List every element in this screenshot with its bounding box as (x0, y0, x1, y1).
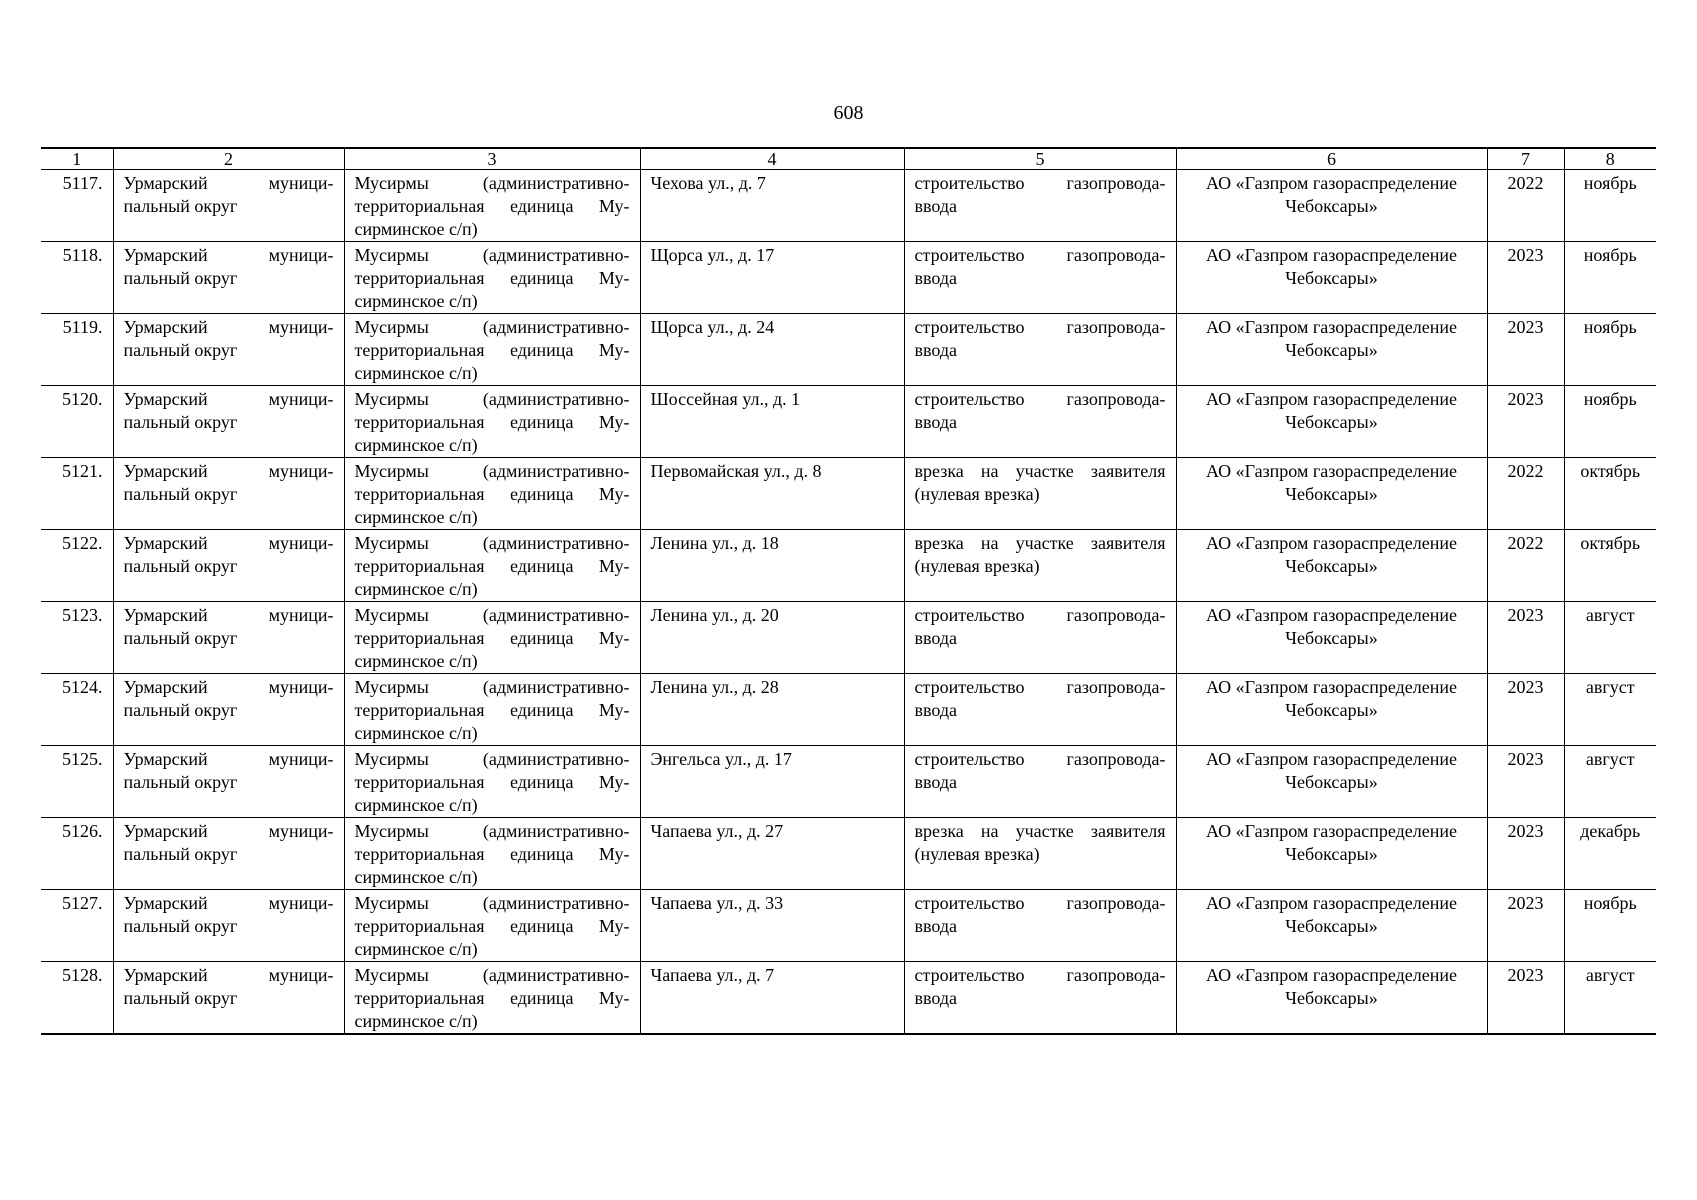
organization-cell: АО «Газпром газораспределение Чебоксары» (1176, 746, 1487, 818)
district-cell: Урмарский муници-пальный округ (113, 746, 344, 818)
address-cell: Шоссейная ул., д. 1 (640, 386, 904, 458)
district-cell: Урмарский муници-пальный округ (113, 530, 344, 602)
district-cell: Урмарский муници-пальный округ (113, 242, 344, 314)
district-cell: Урмарский муници-пальный округ (113, 962, 344, 1035)
row-number: 5128. (41, 962, 113, 1035)
table-row (41, 458, 1656, 530)
column-number-row (41, 148, 1656, 170)
address-cell: Чапаева ул., д. 7 (640, 962, 904, 1035)
column-header: 2 (113, 148, 344, 170)
settlement-cell: Мусирмы (административно-территориальная единица Му-сирминское с/п) (344, 674, 640, 746)
settlement-cell: Мусирмы (административно-территориальная единица Му-сирминское с/п) (344, 746, 640, 818)
district-cell: Урмарский муници-пальный округ (113, 458, 344, 530)
row-number: 5126. (41, 818, 113, 890)
row-number: 5118. (41, 242, 113, 314)
address-cell: Энгельса ул., д. 17 (640, 746, 904, 818)
year-cell: 2023 (1487, 386, 1564, 458)
row-number: 5117. (41, 170, 113, 242)
column-header: 4 (640, 148, 904, 170)
row-number: 5125. (41, 746, 113, 818)
row-number: 5120. (41, 386, 113, 458)
work-type-cell: строительство газопровода-ввода (904, 386, 1176, 458)
work-type-cell: строительство газопровода-ввода (904, 242, 1176, 314)
table-row (41, 962, 1656, 1035)
settlement-cell: Мусирмы (административно-территориальная единица Му-сирминское с/п) (344, 170, 640, 242)
work-type-cell: строительство газопровода-ввода (904, 314, 1176, 386)
address-cell: Ленина ул., д. 28 (640, 674, 904, 746)
district-cell: Урмарский муници-пальный округ (113, 890, 344, 962)
address-cell: Щорса ул., д. 17 (640, 242, 904, 314)
month-cell: декабрь (1564, 818, 1656, 890)
month-cell: ноябрь (1564, 242, 1656, 314)
column-header: 1 (41, 148, 113, 170)
year-cell: 2023 (1487, 242, 1564, 314)
year-cell: 2022 (1487, 458, 1564, 530)
address-cell: Ленина ул., д. 18 (640, 530, 904, 602)
work-type-cell: строительство газопровода-ввода (904, 602, 1176, 674)
month-cell: октябрь (1564, 458, 1656, 530)
address-cell: Первомайская ул., д. 8 (640, 458, 904, 530)
year-cell: 2023 (1487, 314, 1564, 386)
year-cell: 2023 (1487, 674, 1564, 746)
gas-connection-table (41, 147, 1656, 1035)
year-cell: 2023 (1487, 890, 1564, 962)
organization-cell: АО «Газпром газораспределение Чебоксары» (1176, 314, 1487, 386)
row-number: 5121. (41, 458, 113, 530)
column-header: 6 (1176, 148, 1487, 170)
year-cell: 2022 (1487, 530, 1564, 602)
district-cell: Урмарский муници-пальный округ (113, 602, 344, 674)
settlement-cell: Мусирмы (административно-территориальная единица Му-сирминское с/п) (344, 458, 640, 530)
settlement-cell: Мусирмы (административно-территориальная единица Му-сирминское с/п) (344, 314, 640, 386)
month-cell: август (1564, 674, 1656, 746)
row-number: 5119. (41, 314, 113, 386)
table-body (41, 170, 1656, 1035)
district-cell: Урмарский муници-пальный округ (113, 386, 344, 458)
month-cell: ноябрь (1564, 890, 1656, 962)
row-number: 5122. (41, 530, 113, 602)
table-row (41, 530, 1656, 602)
year-cell: 2023 (1487, 962, 1564, 1035)
row-number: 5123. (41, 602, 113, 674)
month-cell: ноябрь (1564, 386, 1656, 458)
district-cell: Урмарский муници-пальный округ (113, 818, 344, 890)
settlement-cell: Мусирмы (административно-территориальная единица Му-сирминское с/п) (344, 818, 640, 890)
work-type-cell: врезка на участке заявителя (нулевая врезка) (904, 458, 1176, 530)
work-type-cell: строительство газопровода-ввода (904, 674, 1176, 746)
organization-cell: АО «Газпром газораспределение Чебоксары» (1176, 242, 1487, 314)
table-row (41, 746, 1656, 818)
settlement-cell: Мусирмы (административно-территориальная единица Му-сирминское с/п) (344, 962, 640, 1035)
address-cell: Чапаева ул., д. 33 (640, 890, 904, 962)
month-cell: ноябрь (1564, 314, 1656, 386)
address-cell: Щорса ул., д. 24 (640, 314, 904, 386)
organization-cell: АО «Газпром газораспределение Чебоксары» (1176, 818, 1487, 890)
month-cell: октябрь (1564, 530, 1656, 602)
table-row (41, 242, 1656, 314)
page-number: 608 (833, 102, 864, 124)
work-type-cell: строительство газопровода-ввода (904, 962, 1176, 1035)
year-cell: 2023 (1487, 602, 1564, 674)
address-cell: Ленина ул., д. 20 (640, 602, 904, 674)
work-type-cell: врезка на участке заявителя (нулевая врезка) (904, 818, 1176, 890)
row-number: 5124. (41, 674, 113, 746)
settlement-cell: Мусирмы (административно-территориальная единица Му-сирминское с/п) (344, 242, 640, 314)
organization-cell: АО «Газпром газораспределение Чебоксары» (1176, 602, 1487, 674)
organization-cell: АО «Газпром газораспределение Чебоксары» (1176, 170, 1487, 242)
month-cell: август (1564, 602, 1656, 674)
organization-cell: АО «Газпром газораспределение Чебоксары» (1176, 674, 1487, 746)
table-row (41, 170, 1656, 242)
address-cell: Чехова ул., д. 7 (640, 170, 904, 242)
month-cell: август (1564, 962, 1656, 1035)
month-cell: ноябрь (1564, 170, 1656, 242)
organization-cell: АО «Газпром газораспределение Чебоксары» (1176, 890, 1487, 962)
table-row (41, 314, 1656, 386)
work-type-cell: строительство газопровода-ввода (904, 890, 1176, 962)
settlement-cell: Мусирмы (административно-территориальная единица Му-сирминское с/п) (344, 530, 640, 602)
organization-cell: АО «Газпром газораспределение Чебоксары» (1176, 962, 1487, 1035)
organization-cell: АО «Газпром газораспределение Чебоксары» (1176, 530, 1487, 602)
table-row (41, 386, 1656, 458)
year-cell: 2022 (1487, 170, 1564, 242)
column-header: 7 (1487, 148, 1564, 170)
district-cell: Урмарский муници-пальный округ (113, 314, 344, 386)
year-cell: 2023 (1487, 818, 1564, 890)
table-row (41, 818, 1656, 890)
settlement-cell: Мусирмы (административно-территориальная единица Му-сирминское с/п) (344, 386, 640, 458)
column-header: 8 (1564, 148, 1656, 170)
column-header: 5 (904, 148, 1176, 170)
organization-cell: АО «Газпром газораспределение Чебоксары» (1176, 386, 1487, 458)
column-header: 3 (344, 148, 640, 170)
work-type-cell: строительство газопровода-ввода (904, 170, 1176, 242)
settlement-cell: Мусирмы (административно-территориальная единица Му-сирминское с/п) (344, 890, 640, 962)
work-type-cell: врезка на участке заявителя (нулевая врезка) (904, 530, 1176, 602)
address-cell: Чапаева ул., д. 27 (640, 818, 904, 890)
row-number: 5127. (41, 890, 113, 962)
month-cell: август (1564, 746, 1656, 818)
district-cell: Урмарский муници-пальный округ (113, 170, 344, 242)
table-row (41, 890, 1656, 962)
organization-cell: АО «Газпром газораспределение Чебоксары» (1176, 458, 1487, 530)
table-row (41, 602, 1656, 674)
district-cell: Урмарский муници-пальный округ (113, 674, 344, 746)
work-type-cell: строительство газопровода-ввода (904, 746, 1176, 818)
table-row (41, 674, 1656, 746)
settlement-cell: Мусирмы (административно-территориальная единица Му-сирминское с/п) (344, 602, 640, 674)
year-cell: 2023 (1487, 746, 1564, 818)
